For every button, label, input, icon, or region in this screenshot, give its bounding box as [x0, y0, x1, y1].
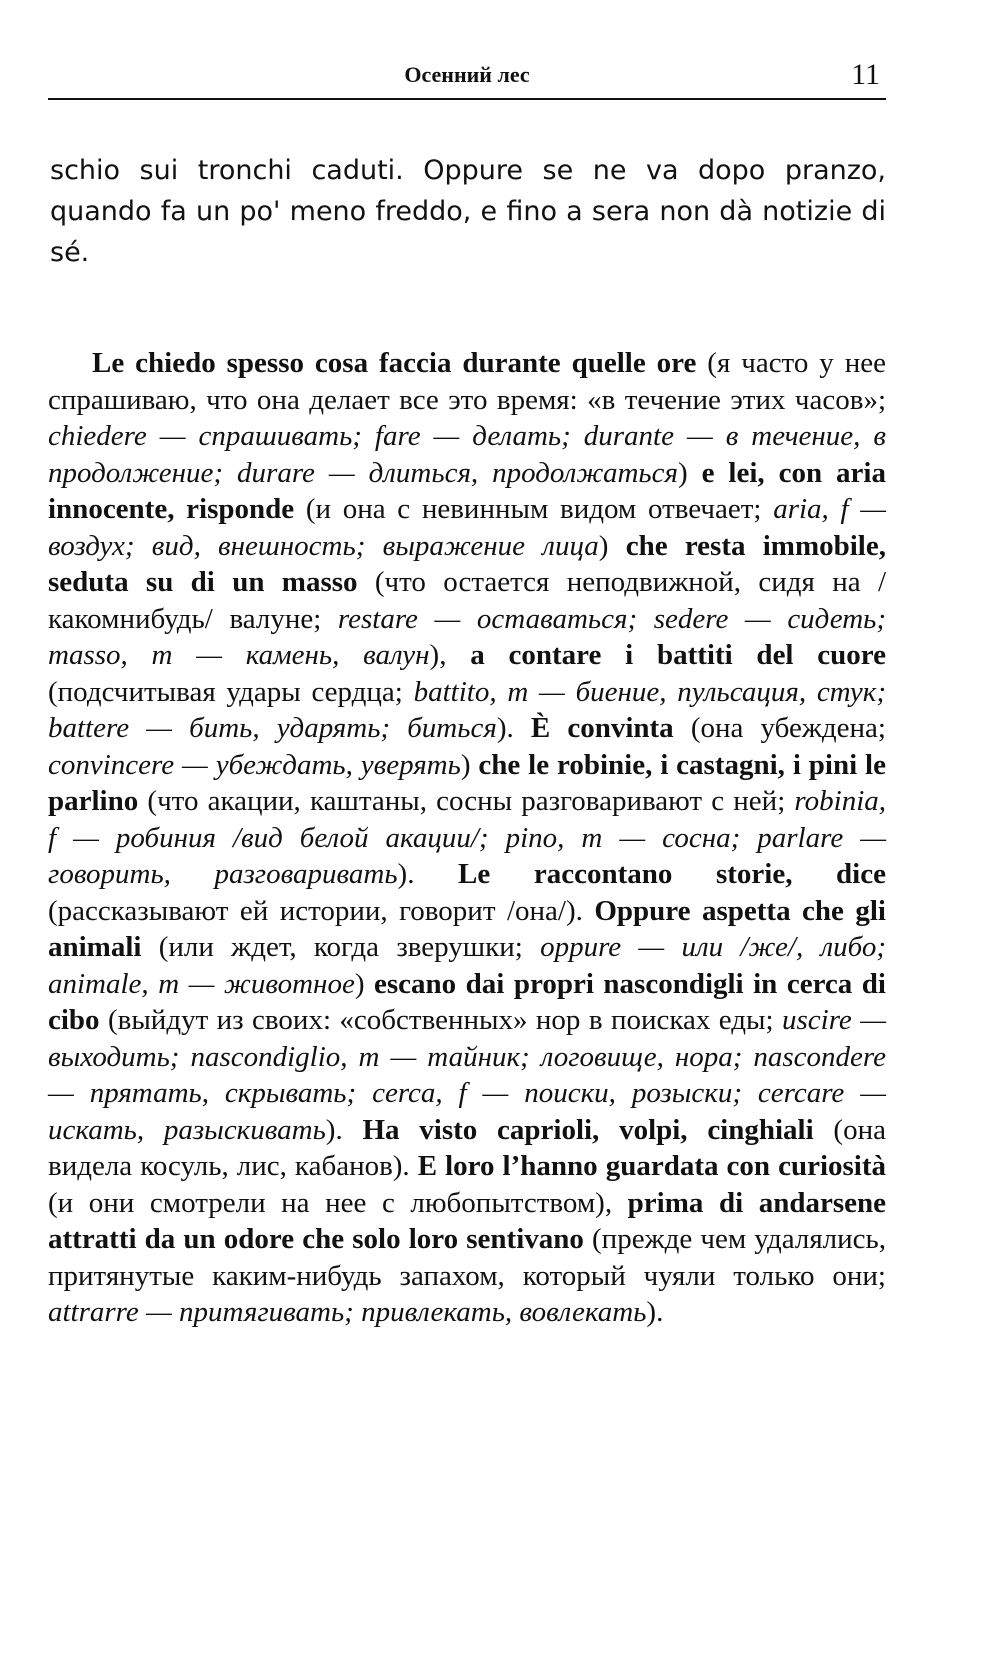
italian-phrase: a contare i battiti del cuore — [470, 639, 886, 671]
italian-phrase: Le chiedo spesso cosa faccia durante quelle ore — [92, 347, 697, 379]
running-header — [48, 58, 886, 100]
gloss: restare — оставаться; sedere — сидеть; masso, m — камень, валун — [48, 602, 886, 671]
russian-translation: (я часто у нее спрашиваю, что она делает все это время: «в течение этих часов»; — [48, 347, 886, 416]
bracket: ) — [598, 529, 626, 562]
italian-phrase: che resta immobile, seduta su di un masso — [48, 529, 886, 598]
russian-translation: (что акации, каштаны, сосны разговаривают с ней; — [138, 785, 795, 817]
gloss: uscire — выходить; nascondiglio, m — тайник; логовище, нора; nascondere — прятать, скрывать; cerca, f — поиски, розыски; cercare — искать, разыскивать — [48, 1004, 886, 1146]
italian-phrase: Le raccontano storie, dice — [458, 858, 886, 890]
bracket: ). — [496, 712, 531, 744]
gloss: robinia, f — робиния /вид белой акации/; pino, m — сосна; parlare — говорить, разговаривать — [48, 785, 886, 890]
gloss: oppure — или /же/, либо; animale, m — животное — [48, 931, 886, 1000]
italian-phrase: Ha visto caprioli, volpi, cinghiali — [362, 1113, 814, 1146]
bracket: ) — [677, 456, 702, 489]
italian-phrase: E loro l’hanno guardata con curiosità — [417, 1150, 886, 1182]
bracket: ). — [397, 858, 459, 890]
bracket: ) — [460, 748, 479, 781]
bracket: ), — [429, 639, 471, 671]
italian-phrase: prima di andarsene attratti da un odore che solo loro sentivano — [48, 1186, 886, 1255]
bracket: ). — [325, 1113, 363, 1146]
page-number: 11 — [851, 58, 880, 91]
russian-translation: (рассказывают ей истории, говорит /она/). — [48, 894, 595, 927]
russian-translation: (и они смотрели на нее с любопытством), — [48, 1186, 628, 1219]
italian-phrase: escano dai propri nascondigli in cerca di cibo — [48, 967, 886, 1036]
russian-translation: (она убеждена; — [673, 712, 886, 744]
main-paragraph — [48, 345, 886, 1331]
russian-translation: (что остается неподвижной, сидя на /какомнибудь/ валуне; — [48, 566, 887, 635]
italian-phrase: Oppure aspetta che gli animali — [48, 894, 886, 963]
italian-phrase: che le robinie, i castagni, i pini le parlino — [48, 748, 886, 817]
russian-translation: (она видела косуль, лис, кабанов). — [48, 1113, 886, 1182]
bracket: ) — [354, 967, 374, 1000]
russian-translation: (или ждет, когда зверушки; — [141, 931, 541, 963]
gloss: chiedere — спрашивать; fare — делать; durante — в течение, в продолжение; durare — длиться, продолжаться — [48, 420, 886, 489]
gloss: attrarre — притягивать; привлекать, вовлекать — [48, 1296, 647, 1328]
italian-phrase: È convinta — [530, 712, 674, 744]
continuation-paragraph: schio sui tronchi caduti. Oppure se ne va dopo pranzo, quando fa un po' meno freddo, e fino a sera non dà notizie di sé. — [50, 155, 886, 268]
gloss: battito, m — биение, пульсация, стук; battere — бить, ударять; биться — [48, 675, 887, 744]
russian-translation: (подсчитывая удары сердца; — [48, 675, 414, 708]
chapter-title: Осенний лес — [404, 62, 530, 87]
bracket: ). — [646, 1296, 664, 1328]
italian-phrase: e lei, con aria innocente, risponde — [48, 456, 886, 525]
gloss: aria, f — воздух; вид, внешность; выражение лица — [48, 493, 887, 562]
russian-translation: (прежде чем удалялись, притянутые каким-нибудь запахом, который чуяли только они; — [48, 1223, 886, 1292]
gloss: convincere — убеждать, уверять — [48, 748, 461, 781]
russian-translation: (и она с невинным видом отвечает; — [294, 493, 774, 525]
russian-translation: (выйдут из своих: «собственных» нор в поисках еды; — [99, 1004, 782, 1036]
